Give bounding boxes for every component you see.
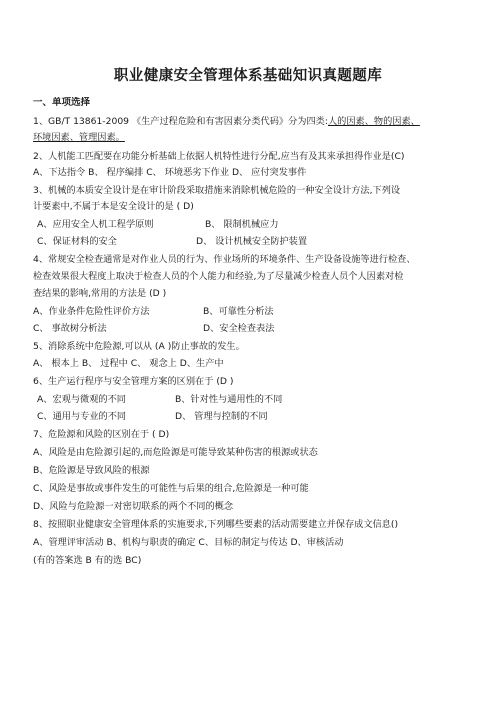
question-7-option-b: B、危险源是导致风险的根源 xyxy=(33,465,150,476)
question-6-option-c: C、通用与专业的不同 xyxy=(37,411,127,422)
section-heading: 一、单项选择 xyxy=(33,97,91,108)
question-4-option-d: D、安全检查表法 xyxy=(203,323,275,334)
question-8-options: A、管理评审活动 B、机构与职责的确定 C、目标的制定与传达 D、审核活动 xyxy=(33,537,344,548)
question-2-options: A、下达指令 B、 程序编排 C、 环境恶劣下作业 D、 应付突发事件 xyxy=(33,167,307,178)
question-1-continued xyxy=(33,132,472,144)
question-5: 5、消除系统中危险源,可以从 (A )防止事故的发生。 xyxy=(33,341,245,352)
question-2: 2、人机能工匹配要在功能分析基础上依据人机特性进行分配,应当有及其来承担得作业是(C) xyxy=(33,151,405,162)
question-3-options-row-1 xyxy=(37,219,472,231)
question-8: 8、按照职业健康安全管理体系的实施要求,下列哪些要素的活动需要建立并保存成文信息() xyxy=(33,519,399,530)
question-6-option-a: A、宏观与微观的不同 xyxy=(37,394,126,405)
question-6-options-row-2 xyxy=(37,411,472,423)
question-4-option-c: C、 事故树分析法 xyxy=(33,323,107,334)
question-6-option-d: D、 管理与控制的不同 xyxy=(175,411,268,422)
question-4-options-row-2 xyxy=(33,323,472,335)
question-1-answer-continued: 环境因素、管理因素。 xyxy=(33,132,125,143)
question-6-option-b: B、针对性与通用性的不同 xyxy=(175,394,283,405)
question-6-options-row-1 xyxy=(37,394,472,406)
question-1-text: 1、GB/T 13861-2009 《生产过程危险和有害因素分类代码》分为四类: xyxy=(33,116,328,127)
question-3-options-row-2 xyxy=(37,236,472,248)
question-3-option-d: D、 设计机械安全防护装置 xyxy=(196,236,308,247)
question-3: 3、机械的本质安全设计是在审计阶段采取措施来消除机械危险的一种安全设计方法,下列设 xyxy=(33,185,401,196)
question-8-note: (有的答案选 B 有的选 BC) xyxy=(33,555,142,566)
question-1 xyxy=(33,116,472,128)
question-7-option-a: A、风险是由危险源引起的,而危险源是可能导致某种伤害的根源或状态 xyxy=(33,447,318,458)
page-title: 职业健康安全管理体系基础知识真题题库 xyxy=(113,67,383,84)
question-4-continued-2: 查结果的影响,常用的方法是 (D ) xyxy=(33,288,167,299)
question-3-option-c: C、保证材料的安全 xyxy=(37,236,117,247)
question-3-option-a: A、应用安全人机工程学原则 xyxy=(37,219,154,230)
question-3-option-b: B、 限制机械应力 xyxy=(205,219,279,230)
question-5-options: A、 根本上 B、 过程中 C、 观念上 D、生产中 xyxy=(33,358,224,369)
question-7-option-c: C、风险是事故或事件发生的可能性与后果的组合,危险源是一种可能 xyxy=(33,483,309,494)
question-4-continued-1: 检查效果很大程度上取决于检查人员的个人能力和经验,为了尽量减少检查人员个人因素对检 xyxy=(33,271,404,282)
question-1-answer: 人的因素、物的因素、 xyxy=(327,116,420,127)
question-7: 7、危险源和风险的区别在于 ( D) xyxy=(33,429,170,440)
question-3-continued: 计要素中,不属于本是安全设计的是 ( D) xyxy=(33,201,194,212)
question-4-option-b: B、可靠性分析法 xyxy=(203,306,274,317)
question-4: 4、常规安全检查通常是对作业人员的行为、作业场所的环境条件、生产设备设施等进行检查、 xyxy=(33,254,416,265)
question-4-options-row-1 xyxy=(33,306,472,318)
question-4-option-a: A、作业条件危险性评价方法 xyxy=(33,306,150,317)
question-7-option-d: D、风险与危险源一对密切联系的两个不同的概念 xyxy=(33,501,234,512)
question-6: 6、生产运行程序与安全管理方案的区别在于 (D ) xyxy=(33,376,234,387)
